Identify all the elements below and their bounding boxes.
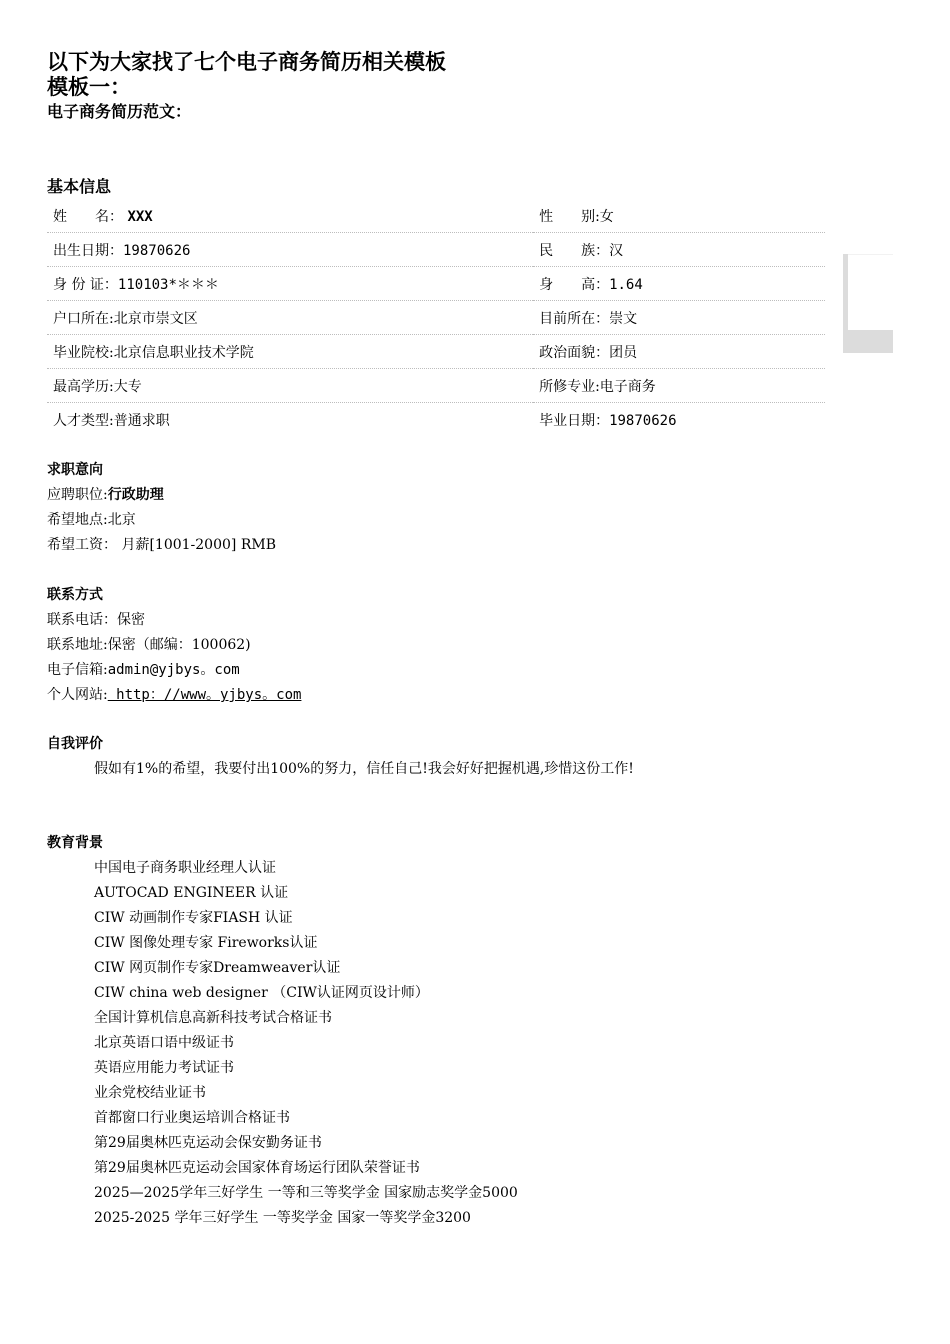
table-row — [47, 199, 825, 233]
table-row — [47, 403, 825, 437]
salary-line — [47, 533, 276, 558]
info-cell — [533, 335, 825, 369]
job-intent-section — [47, 458, 276, 558]
list-item: 2025—2025学年三好学生 一等和三等奖学金 国家励志奖学金5000 — [94, 1185, 518, 1201]
table-row — [47, 335, 825, 369]
field-value: 北京 — [107, 512, 136, 528]
field-value: 月薪[1001-2000] RMB — [121, 537, 276, 553]
template-subtitle: 模板一： — [47, 74, 131, 99]
location-line — [47, 508, 276, 533]
address-line — [47, 633, 301, 658]
field-value: 保密 — [117, 612, 145, 628]
field-value: 崇文 — [609, 310, 638, 327]
field-value: 行政助理 — [107, 487, 164, 503]
website-link[interactable]: http：//www。yjbys。com — [107, 687, 302, 703]
list-item: 中国电子商务职业经理人认证 — [94, 860, 276, 876]
field-label: 户口所在: — [53, 310, 114, 327]
education-section — [47, 831, 518, 1231]
info-cell — [47, 403, 533, 437]
document-title: 以下为大家找了七个电子商务简历相关模板 — [47, 49, 446, 74]
field-value: XXX — [127, 208, 153, 225]
field-label: 所修专业: — [539, 378, 600, 395]
list-item: 首都窗口行业奥运培训合格证书 — [94, 1110, 290, 1126]
basic-info-table — [47, 199, 825, 436]
field-label: 电子信箱: — [47, 662, 108, 678]
sample-label: 电子商务简历范文： — [47, 102, 192, 121]
info-cell — [533, 233, 825, 267]
field-label: 希望工资： — [47, 537, 117, 553]
field-value: 保密（邮编：100062) — [107, 637, 251, 653]
field-label: 政治面貌： — [539, 344, 610, 361]
education-heading: 教育背景 — [47, 835, 103, 851]
field-value: 北京市崇文区 — [113, 310, 198, 327]
list-item: CIW 动画制作专家FIASH 认证 — [94, 910, 293, 926]
list-item: 2025-2025 学年三好学生 一等奖学金 国家一等奖学金3200 — [94, 1210, 471, 1226]
field-label: 身 份 证： — [53, 276, 118, 293]
field-value: 汉 — [609, 242, 624, 259]
field-label: 身 高： — [539, 276, 610, 293]
field-label: 个人网站: — [47, 687, 108, 703]
info-cell — [533, 403, 825, 437]
info-cell — [533, 301, 825, 335]
field-value: 大专 — [113, 378, 142, 395]
info-cell — [47, 335, 533, 369]
side-bar-bottom — [843, 330, 893, 353]
field-value: 1.64 — [609, 276, 643, 293]
field-label: 目前所在： — [539, 310, 610, 327]
phone-line — [47, 608, 301, 633]
list-item: 业余党校结业证书 — [94, 1085, 206, 1101]
field-value: 团员 — [609, 344, 638, 361]
list-item: 第29届奥林匹克运动会保安勤务证书 — [94, 1135, 322, 1151]
field-value: 普通求职 — [113, 412, 170, 429]
table-row — [47, 267, 825, 301]
side-decoration — [843, 254, 893, 354]
self-eval-section — [47, 732, 634, 782]
list-item: 北京英语口语中级证书 — [94, 1035, 234, 1051]
field-label: 应聘职位: — [47, 487, 108, 503]
list-item: AUTOCAD ENGINEER 认证 — [94, 885, 289, 901]
contact-section — [47, 583, 301, 708]
field-label: 出生日期： — [53, 242, 123, 259]
info-cell — [47, 369, 533, 403]
field-value: 110103*＊＊＊ — [117, 276, 219, 293]
list-item: CIW 图像处理专家 Fireworks认证 — [94, 935, 318, 951]
field-label: 姓 名： — [53, 208, 123, 225]
list-item: CIW 网页制作专家Dreamweaver认证 — [94, 960, 341, 976]
field-label: 希望地点: — [47, 512, 108, 528]
self-eval-text: 假如有1%的希望，我要付出100%的努力，信任自己!我会好好把握机遇,珍惜这份工作! — [94, 761, 634, 777]
list-item: CIW china web designer （CIW认证网页设计师） — [94, 985, 429, 1001]
list-item: 英语应用能力考试证书 — [94, 1060, 234, 1076]
contact-heading: 联系方式 — [47, 587, 103, 603]
field-label: 民 族： — [539, 242, 610, 259]
list-item: 第29届奥林匹克运动会国家体育场运行团队荣誉证书 — [94, 1160, 420, 1176]
self-eval-heading: 自我评价 — [47, 736, 103, 752]
field-value: admin@yjbys。com — [107, 662, 240, 678]
table-row — [47, 233, 825, 267]
field-label: 人才类型: — [53, 412, 114, 429]
info-cell — [47, 233, 533, 267]
field-label: 性 别: — [539, 208, 600, 225]
info-cell — [47, 301, 533, 335]
info-cell — [47, 267, 533, 301]
list-item: 全国计算机信息高新科技考试合格证书 — [94, 1010, 332, 1026]
field-label: 毕业日期： — [539, 412, 610, 429]
field-label: 最高学历: — [53, 378, 114, 395]
website-line — [47, 683, 301, 708]
field-value: 北京信息职业技术学院 — [113, 344, 254, 361]
field-label: 联系电话： — [47, 612, 117, 628]
table-row — [47, 369, 825, 403]
email-line — [47, 658, 301, 683]
info-cell — [533, 199, 825, 233]
field-value: 电子商务 — [599, 378, 656, 395]
field-value: 19870626 — [609, 412, 677, 429]
field-value: 19870626 — [123, 242, 191, 259]
info-cell — [533, 267, 825, 301]
side-bar-inner — [848, 254, 893, 331]
info-cell — [533, 369, 825, 403]
table-row — [47, 301, 825, 335]
basic-info-heading: 基本信息 — [47, 177, 112, 196]
field-value: 女 — [599, 208, 614, 225]
job-intent-heading: 求职意向 — [47, 462, 103, 478]
info-cell — [47, 199, 533, 233]
field-label: 毕业院校: — [53, 344, 114, 361]
field-label: 联系地址: — [47, 637, 108, 653]
position-line — [47, 483, 276, 508]
